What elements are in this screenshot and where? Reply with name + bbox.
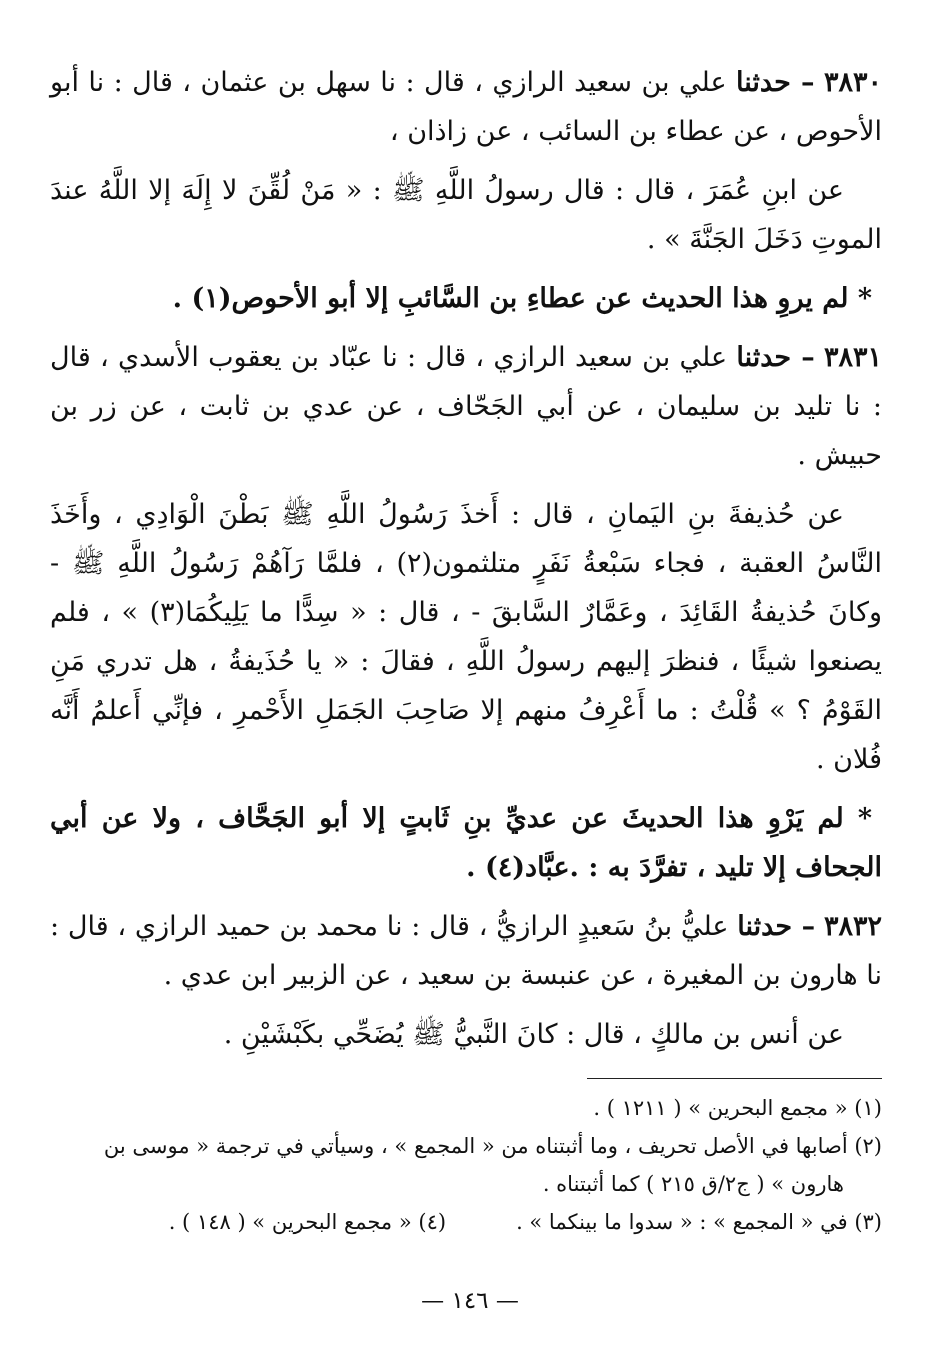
hadith-3832 (50, 902, 882, 1059)
hadith-matn: عن أنس بن مالكٍ ، قال : كانَ النَّبيُّ ﷺ يُضَحِّي بكَبْشَيْنِ . (223, 1019, 844, 1050)
hadith-matn: عن ابنِ عُمَرَ ، قال : قال رسولُ اللَّهِ ﷺ : « مَنْ لُقِّنَ لا إِلَهَ إلا اللَّهُ عندَ الموتِ دَخَلَ الجَنَّةَ » . (50, 175, 882, 255)
isnad-text: علي بن سعيد الرازي ، قال : نا عبّاد بن يعقوب الأسدي ، قال : نا تليد بن سليمان ، عن أبي الجَحّاف ، عن عدي بن ثابت ، عن زر بن حبيش . (50, 342, 882, 471)
hadith-matn: عن حُذيفةَ بنِ اليَمانِ ، قال : أَخذَ رَسُولُ اللَّهِ ﷺ بَطْنَ الْوَادِي ، وأَخَذَ النَّاسُ العقبة ، فجاء سَبْعةُ نَفَرٍ متلثمون(٢) ، فلمَّا رَآهُمْ رَسُولُ اللَّهِ ﷺ - وكانَ حُذيفةُ القَائِدَ ، وعَمَّارٌ السَّابقَ - ، قال : « سِدًّا ما يَلِيكُمَا(٣) » ، فلم يصنعوا شيئًا ، فنظرَ إليهم رسولُ اللَّهِ ، فقالَ : « يا حُذَيفةُ ، هل تدري مَنِ القَوْمُ ؟ » قُلْتُ : ما أَعْرِفُ منهم إلا صَاحِبَ الجَمَلِ الأَحْمرِ ، فإنِّي أَعلمُ أَنَّه فُلان . (50, 499, 882, 775)
isnad-text: علي بن سعيد الرازي ، قال : نا سهل بن عثمان ، قال : نا أبو الأحوص ، عن عطاء بن السائب ، عن زاذان ، (50, 67, 882, 147)
hadith-3831 (50, 333, 882, 892)
haddatha-word: حدثنا (737, 911, 793, 942)
footnote-3: (٣) في « المجمع » : « سدوا ما بينكما » . (516, 1210, 882, 1234)
hadith-isnad: ٣٨٣١ – حدثنا علي بن سعيد الرازي ، قال : نا عبّاد بن يعقوب الأسدي ، قال : نا تليد بن سليمان ، عن أبي الجَحّاف ، عن عدي بن ثابت ، عن زر بن حبيش . (50, 342, 882, 471)
footnote-2-line-1: (٢) أصابها في الأصل تحريف ، وما أثبتناه من « المجمع » ، وسيأتي في ترجمة « موسى بن (103, 1134, 882, 1158)
hadith-note: * لم يَرْوِ هذا الحديثَ عن عديِّ بنِ ثَابتٍ إلا أبو الجَحَّاف ، ولا عن أبي الجحاف إلا تليد ، تفرَّدَ به : .عبَّاد(٤) . (50, 803, 882, 883)
haddatha-word: حدثنا (736, 67, 791, 98)
hadith-number: ٣٨٣٢ (823, 911, 882, 942)
footnote-row-3-4 (50, 1203, 882, 1241)
footnote-1: (١) « مجمع البحرين » ( ١٢١١ ) . (593, 1096, 882, 1120)
footnotes (50, 1078, 882, 1241)
footnote-2 (50, 1127, 882, 1203)
page-number: — ١٤٦ — (421, 1288, 519, 1314)
isnad-text: عليُّ بنُ سَعيدٍ الرازيُّ ، قال : نا محمد بن حميد الرازي ، قال : نا هارون بن المغيرة ، عن عنبسة بن سعيد ، عن الزبير ابن عدي . (50, 911, 882, 991)
footnote-2-line-2: هارون » ( ج٢/ق ٢١٥ ) كما أثبتناه . (542, 1172, 844, 1196)
hadith-isnad: ٣٨٣٠ – حدثنا علي بن سعيد الرازي ، قال : نا سهل بن عثمان ، قال : نا أبو الأحوص ، عن عطاء بن السائب ، عن زاذان ، (50, 67, 883, 147)
hadith-number: ٣٨٣٠ (824, 67, 883, 98)
hadith-number: ٣٨٣١ (823, 342, 882, 373)
hadith-3830 (50, 58, 882, 323)
footnote-4: (٤) « مجمع البحرين » ( ١٤٨ ) . (168, 1210, 447, 1234)
hadith-isnad: ٣٨٣٢ – حدثنا عليُّ بنُ سَعيدٍ الرازيُّ ، قال : نا محمد بن حميد الرازي ، قال : نا هارون بن المغيرة ، عن عنبسة بن سعيد ، عن الزبير ابن عدي . (50, 911, 882, 991)
haddatha-word: حدثنا (736, 342, 792, 373)
footnote-separator (587, 1078, 882, 1079)
hadith-note: * لم يروِ هذا الحديث عن عطاءِ بن السَّائبِ إلا أبو الأحوص(١) . (172, 283, 872, 314)
